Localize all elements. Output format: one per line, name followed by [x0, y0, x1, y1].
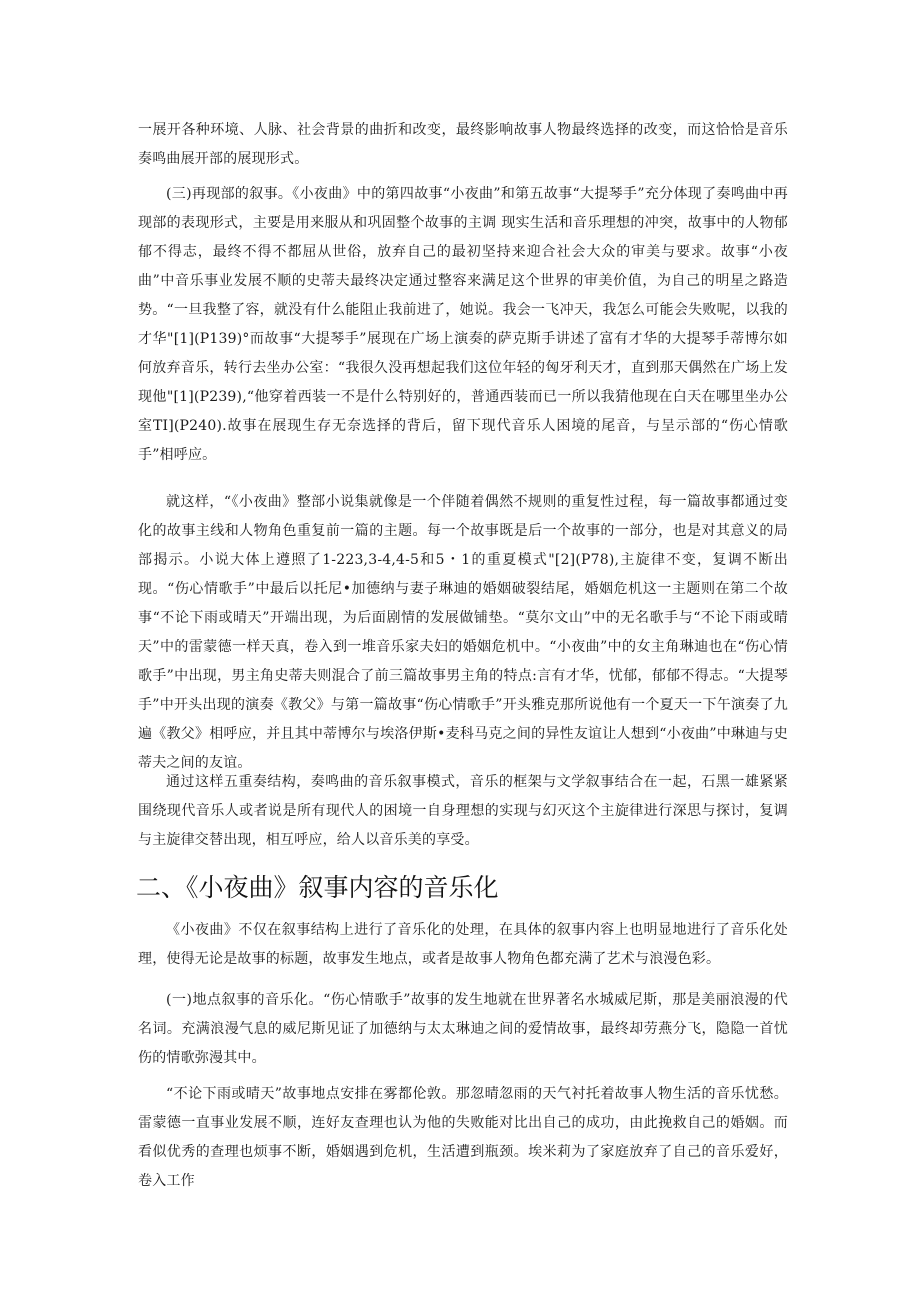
section-heading: 二、《小夜曲》叙事内容的音乐化 — [136, 873, 499, 902]
paragraph-quintet-structure: 通过这样五重奏结构，奏鸣曲的音乐叙事模式，音乐的框架与文学叙事结合在一起，石黑一雄紧紧围绕现代音乐人或者说是所有现代人的困境一自身理想的实现与幻灭这个主旋律进行深思与探讨，复调与主旋律交替出现，相互呼应，给人以音乐美的享受。 — [138, 774, 788, 848]
paragraph-recapitulation: (三)再现部的叙事。《小夜曲》中的第四故事“小夜曲”和第五故事“大提琴手”充分体现了奏鸣曲中再现部的表现形式，主要是用来服从和巩固整个故事的主调 现实生活和音乐理想的冲突，故事中的人物郁郁不得志，最终不得不都屈从世俗，放弃自己的最初坚持来迎合社会大众的审美与要求。故事“小夜曲”中音乐事业发展不顺的史蒂夫最终决定通过整容来满足这个世界的审美价值，为自己的明星之路造势。“一旦我整了容，就没有什么能阻止我前进了，她说。我会一飞冲天，我怎么可能会失败呢，以我的才华"[1](P139)°而故事“大提琴手”展现在广场上演奏的萨克斯手讲述了富有才华的大提琴手蒂博尔如何放弃音乐，转行去坐办公室：“我很久没再想起我们这位年轻的匈牙利天才，直到那天偶然在广场上发现他"[1](P239),“他穿着西装一不是什么特别好的，普通西装而已一所以我猜他现在白天在哪里坐办公室TI](P240).故事在展现生存无奈选择的背后，留下现代音乐人困境的尾音，与呈示部的“伤心情歌手”相呼应。 — [138, 186, 788, 463]
paragraph-development-section-end: 一展开各种环境、人脉、社会背景的曲折和改变，最终影响故事人物最终选择的改变，而这恰恰是音乐奏鸣曲展开部的展现形式。 — [138, 122, 788, 167]
paragraph-repetition-pattern: 就这样，“《小夜曲》整部小说集就像是一个伴随着偶然不规则的重复性过程，每一篇故事都通过变化的故事主线和人物角色重复前一篇的主题。每一个故事既是后一个故事的一部分，也是对其意义的局部揭示。小说大体上遵照了1-223,3-4,4-5和5・1的重夏模式"[2](P78),主旋律不变，复调不断出现。“伤心情歌手”中最后以托尼•加德纳与妻子琳迪的婚姻破裂结尾，婚姻危机这一主题则在第二个故事“不论下雨或晴天”开端出现，为后面剧情的发展做铺垫。“莫尔文山”中的无名歌手与“不论下雨或晴天”中的雷蒙德一样天真，卷入到一堆音乐家夫妇的婚姻危机中。“小夜曲”中的女主角琳迪也在“伤心情歌手”中出现，男主角史蒂夫则混合了前三篇故事男主角的特点:言有才华，忧郁，郁郁不得志。“大提琴手”中开头出现的演奏《教父》与第一篇故事“伤心情歌手”开头雅克那所说他有一个夏天一下午演奏了九遍《教父》相呼应，并且其中蒂博尔与埃洛伊斯•麦科马克之间的异性友谊让人想到“小夜曲”中琳迪与史蒂夫之间的友谊。 — [138, 494, 788, 771]
paragraph-content-musicalization: 《小夜曲》不仅在叙事结构上进行了音乐化的处理，在具体的叙事内容上也明显地进行了音乐化处理，使得无论是故事的标题，故事发生地点，或者是故事人物角色都充满了艺术与浪漫色彩。 — [138, 922, 788, 967]
paragraph-rain-or-shine: “不论下雨或晴天”故事地点安排在雾都伦敦。那忽晴忽雨的天气衬托着故事人物生活的音乐忧愁。雷蒙德一直事业发展不顺，连好友查理也认为他的失败能对比出自己的成功，由此挽救自己的婚姻。而看似优秀的查理也烦事不断，婚姻遇到危机，生活遭到瓶颈。埃米莉为了家庭放弃了自己的音乐爱好，卷入工作 — [138, 1086, 788, 1189]
paragraph-location-narrative: (一)地点叙事的音乐化。“伤心情歌手”故事的发生地就在世界著名水城威尼斯，那是美丽浪漫的代名词。充满浪漫气息的威尼斯见证了加德纳与太太琳迪之间的爱情故事，最终却劳燕分飞，隐隐一首忧伤的情歌弥漫其中。 — [138, 992, 788, 1066]
